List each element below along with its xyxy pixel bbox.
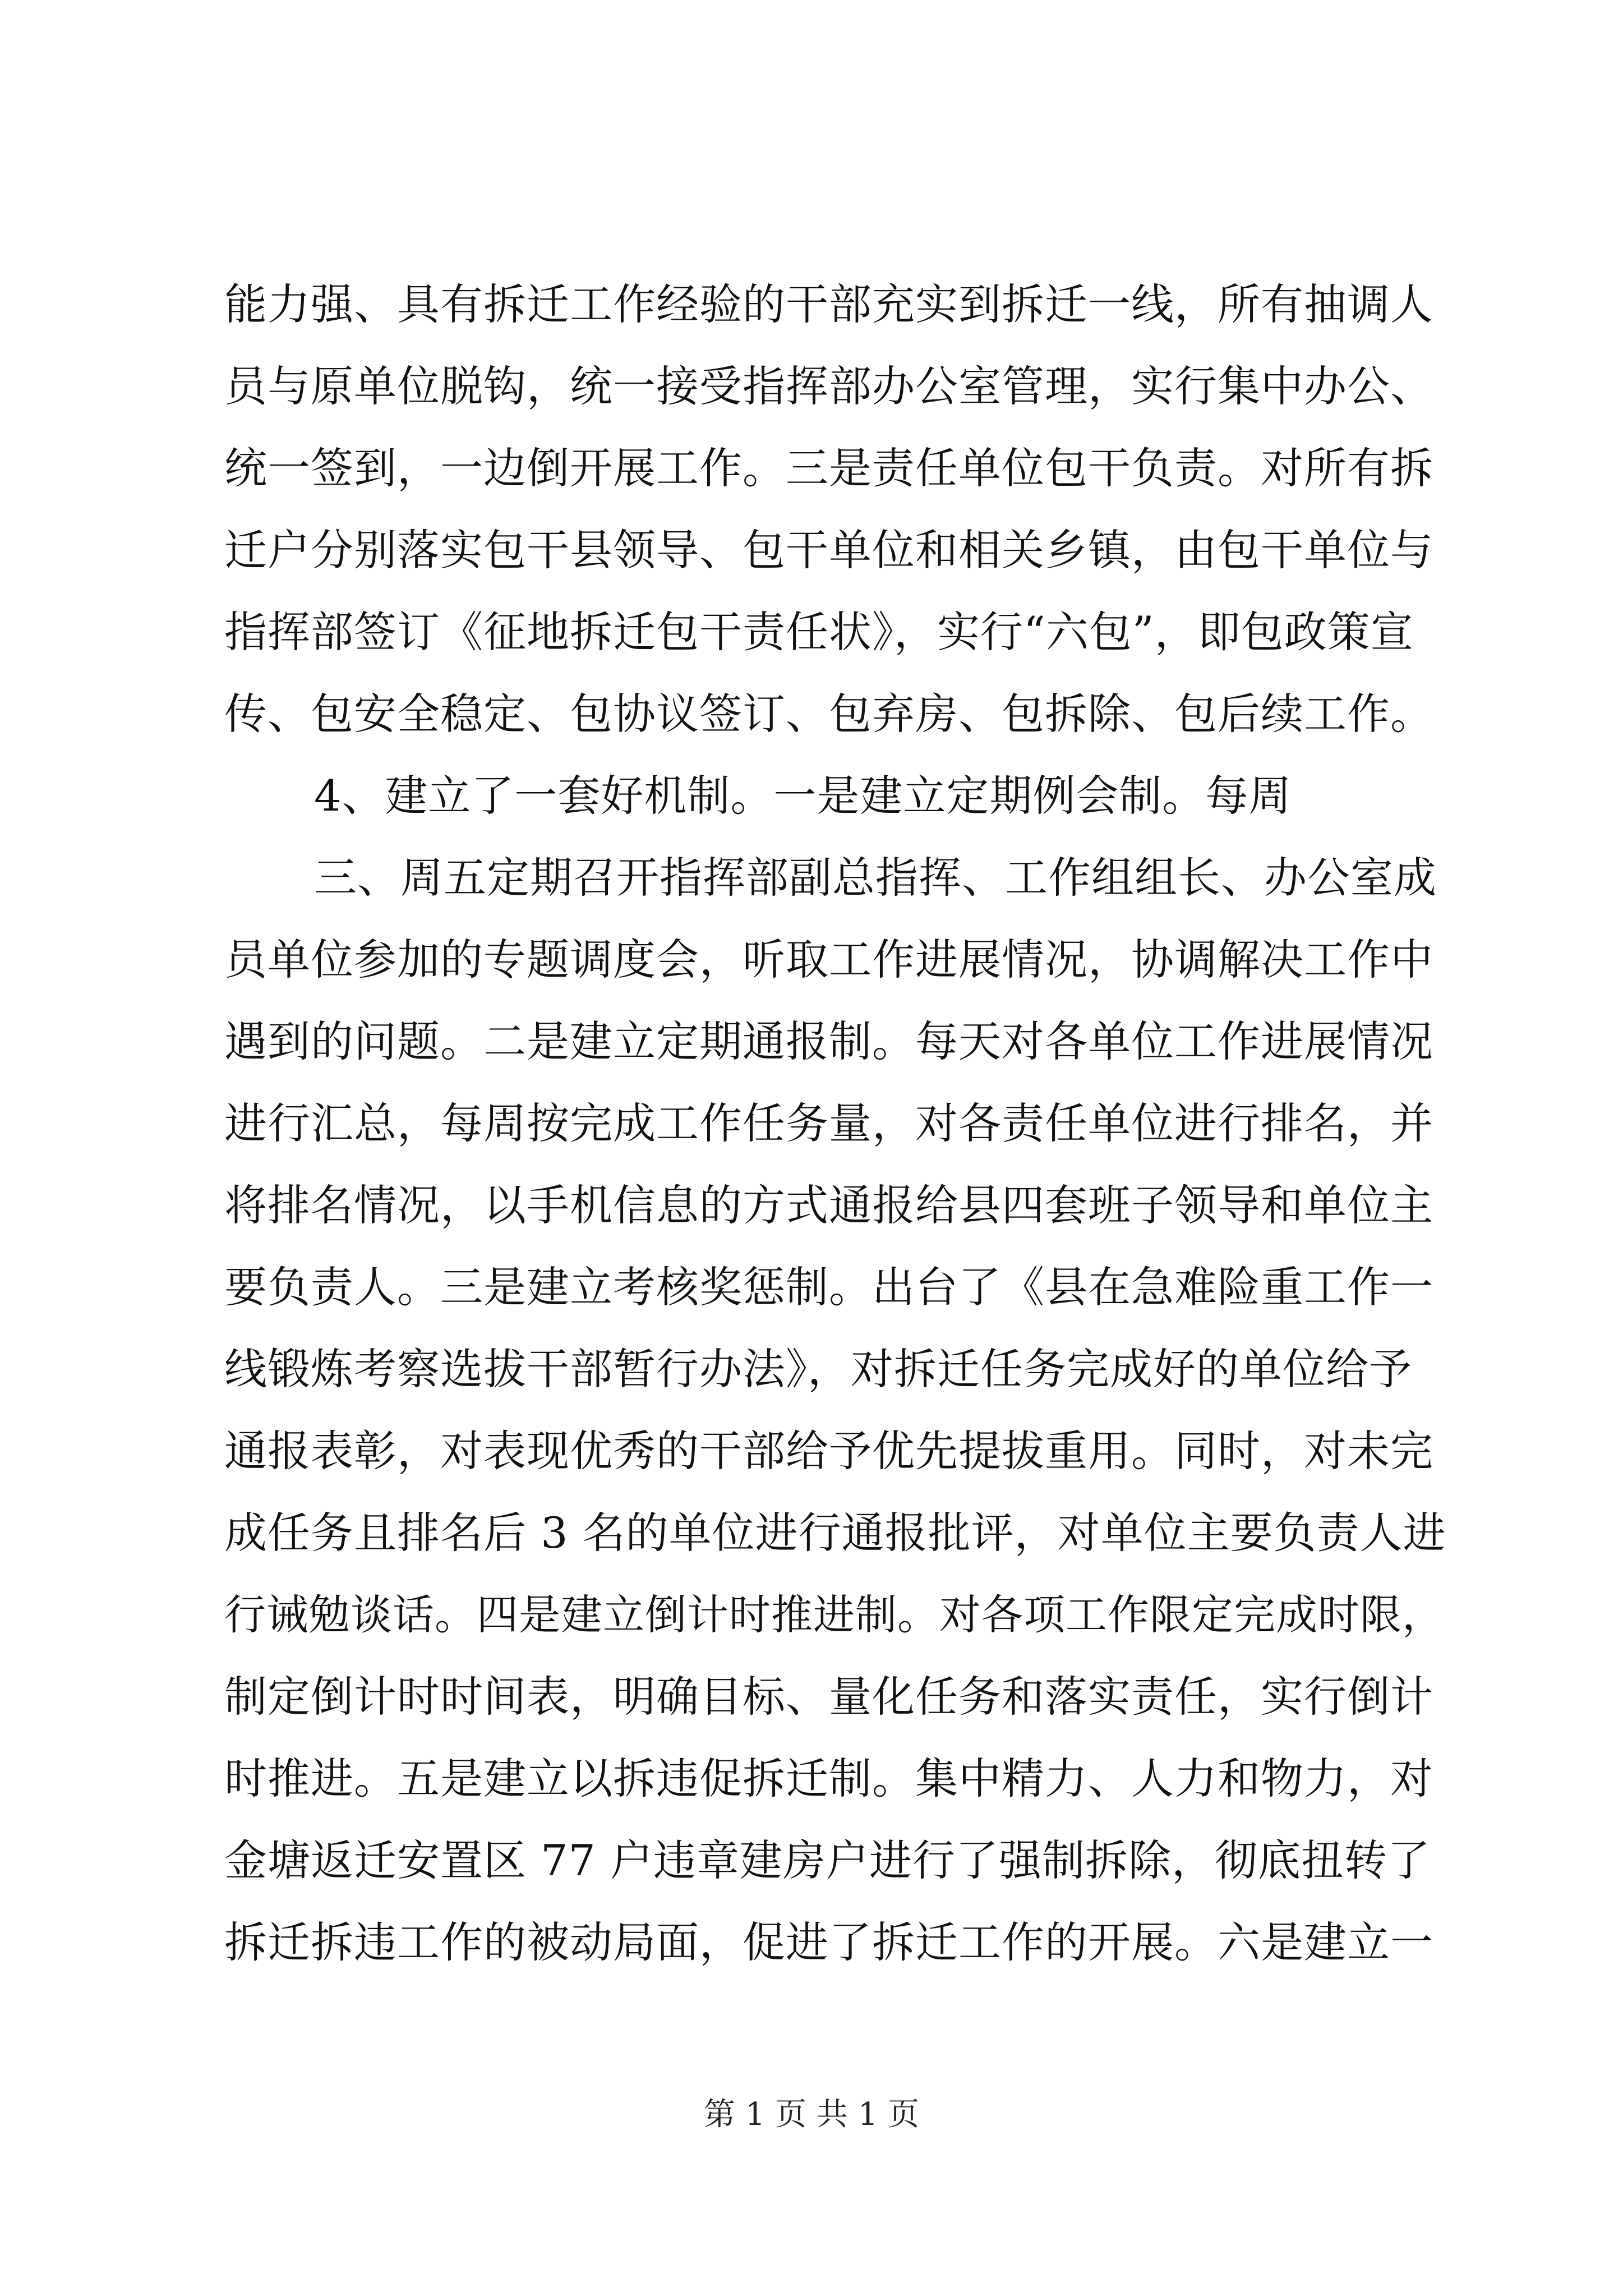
text-line: 金塘返迁安置区 77 户违章建房户进行了强制拆除，彻底扭转了: [224, 1835, 1431, 1885]
text-line: 指挥部签订《征地拆迁包干责任状》，实行“六包”，即包政策宣: [224, 607, 1414, 657]
text-line: 员与原单位脱钩，统一接受指挥部办公室管理，实行集中办公、: [224, 361, 1433, 411]
text-line: 成任务且排名后 3 名的单位进行通报批评，对单位主要负责人进: [224, 1508, 1446, 1558]
text-line: 通报表彰，对表现优秀的干部给予优先提拔重用。同时，对未完: [224, 1426, 1433, 1476]
text-line: 4、建立了一套好机制。一是建立定期例会制。每周: [314, 771, 1292, 821]
text-line: 行诫勉谈话。四是建立倒计时推进制。对各项工作限定完成时限，: [224, 1591, 1444, 1639]
text-line: 要负责人。三是建立考核奖惩制。出台了《县在急难险重工作一: [224, 1262, 1433, 1312]
page-footer: 第 1 页 共 1 页: [703, 2096, 920, 2133]
text-line: 员单位参加的专题调度会，听取工作进展情况，协调解决工作中: [224, 935, 1433, 984]
text-line: 统一签到，一边倒开展工作。三是责任单位包干负责。对所有拆: [224, 443, 1433, 493]
text-line: 进行汇总，每周按完成工作任务量，对各责任单位进行排名，并: [224, 1098, 1433, 1148]
text-line: 能力强、具有拆迁工作经验的干部充实到拆迁一线，所有抽调人: [224, 279, 1433, 329]
body-text: [224, 264, 1453, 1984]
text-line: 传、包安全稳定、包协议签订、包弃房、包拆除、包后续工作。: [224, 689, 1433, 739]
text-line: 制定倒计时时间表，明确目标、量化任务和落实责任，实行倒计: [224, 1672, 1433, 1722]
text-line: 将排名情况，以手机信息的方式通报给县四套班子领导和单位主: [224, 1180, 1433, 1230]
text-line: 遇到的问题。二是建立定期通报制。每天对各单位工作进展情况: [224, 1016, 1433, 1066]
text-line: 拆迁拆违工作的被动局面，促进了拆迁工作的开展。六是建立一: [224, 1917, 1433, 1967]
text-line: 迁户分别落实包干县领导、包干单位和相关乡镇，由包干单位与: [224, 525, 1433, 575]
text-line: 线锻炼考察选拔干部暂行办法》，对拆迁任务完成好的单位给予: [224, 1344, 1412, 1394]
text-line: 三、周五定期召开指挥部副总指挥、工作组组长、办公室成: [314, 853, 1437, 903]
text-line: 时推进。五是建立以拆违促拆迁制。集中精力、人力和物力，对: [224, 1754, 1433, 1803]
